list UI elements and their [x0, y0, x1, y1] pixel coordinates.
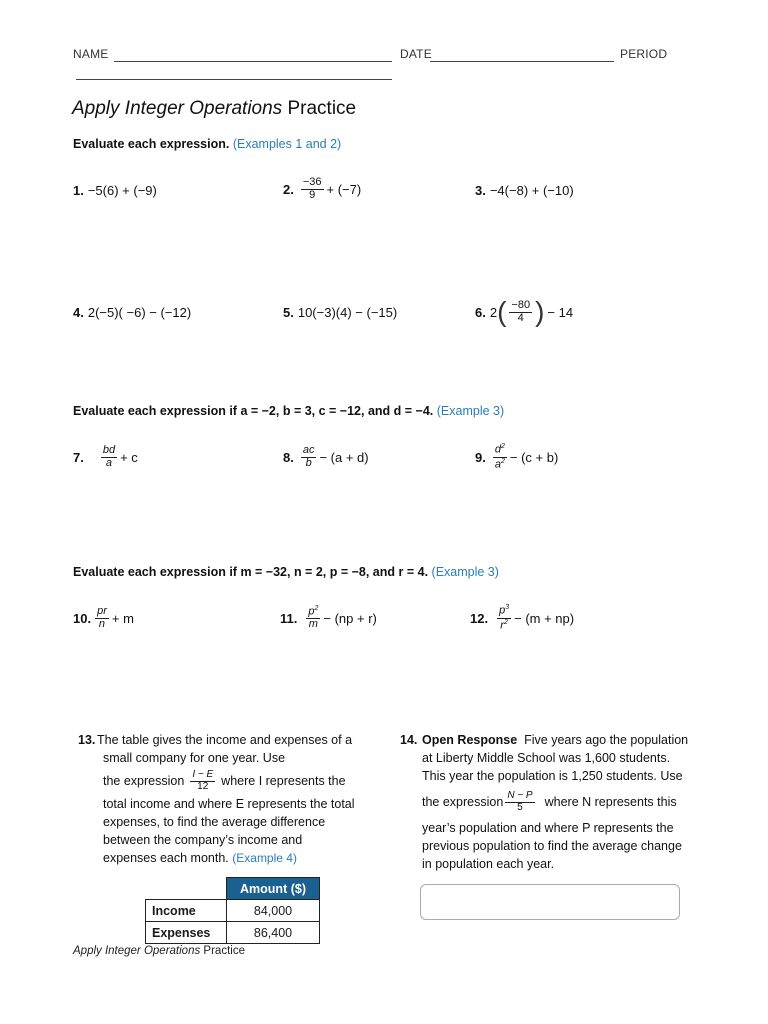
problem-expression-rest: − 14	[547, 304, 574, 320]
problem-3	[475, 180, 574, 200]
fraction-denominator: m	[308, 618, 318, 631]
fraction-denominator: 12	[197, 780, 209, 792]
fraction-denominator: 5	[517, 801, 523, 813]
right-paren: )	[535, 296, 545, 327]
problem-8	[283, 440, 369, 474]
question-13: The table gives the income and expenses of a small company for one year. Use the expression $\frac{I - E}{12}$ where I represents the total income and where E represents the total expenses, to find the average difference between the company’s income and expenses each month. (Example 4)	[97, 733, 355, 865]
income-expenses-table	[145, 877, 320, 944]
problem-12	[470, 601, 574, 635]
fraction-numerator: −36	[302, 175, 322, 188]
fraction-numerator: $d^2$	[494, 443, 505, 456]
section3-instruction: Evaluate each expression if m = −32, n = 2, p = −8, and r = 4. (Example 3)	[73, 565, 499, 579]
date-line[interactable]	[430, 49, 614, 62]
problem-expression: −4(−8) + (−10)	[489, 182, 574, 198]
period-line[interactable]	[76, 67, 392, 80]
period-label: PERIOD	[620, 47, 668, 61]
row-label: Income	[146, 900, 227, 922]
fraction	[497, 604, 511, 631]
problem-expression-rest: + c	[120, 449, 138, 465]
fraction	[95, 606, 109, 630]
problem-number: 3.	[475, 182, 486, 198]
title-plain: Practice	[287, 98, 357, 119]
problem-7	[73, 440, 138, 474]
q14-number: 14.	[400, 733, 418, 747]
problem-expression-rest: + (−7)	[326, 181, 362, 197]
fraction	[301, 177, 324, 201]
table-row	[146, 922, 320, 944]
problem-10	[73, 601, 134, 635]
date-label: DATE	[400, 47, 432, 61]
question-14: Open Response Five years ago the population at Liberty Middle School was 1,600 students. This year the population is 1,250 students. Use the expression $\frac{N - P}{5}$ where N represents this year’s population and where P represents the previous population to find the average change in population each year.	[422, 733, 689, 871]
q13-example-link[interactable]: (Example 4)	[232, 851, 297, 865]
fraction-numerator: $p^3$	[499, 604, 510, 617]
fraction-numerator: N − P	[507, 790, 533, 801]
table-row	[146, 900, 320, 922]
q13-number: 13.	[78, 733, 96, 747]
problem-number: 10.	[73, 610, 92, 626]
problem-number: 2.	[283, 181, 294, 197]
fraction	[509, 300, 532, 324]
name-line[interactable]	[114, 49, 392, 62]
problem-expression: −5(6) + (−9)	[87, 182, 157, 198]
problem-11	[280, 601, 377, 635]
table-header-amount: Amount ($)	[227, 878, 320, 900]
problem-number: 12.	[470, 610, 489, 626]
fraction-numerator: pr	[97, 604, 107, 617]
left-paren: (	[497, 296, 507, 327]
fraction	[301, 445, 317, 469]
problem-number: 5.	[283, 304, 294, 320]
page-title	[72, 98, 356, 120]
problem-expression-rest: − (c + b)	[509, 449, 559, 465]
fraction-denominator: 4	[517, 311, 524, 324]
fraction-denominator: n	[98, 617, 106, 630]
answer-box[interactable]	[420, 884, 680, 920]
problem-number: 11.	[280, 610, 298, 626]
problem-6	[475, 294, 573, 330]
fraction-denominator: b	[305, 456, 312, 469]
coefficient: 2	[489, 304, 498, 320]
problem-2	[283, 172, 361, 206]
problem-expression-rest: + m	[111, 610, 134, 626]
fraction-denominator: 9	[309, 188, 316, 201]
fraction-denominator: $r^2$	[500, 618, 508, 632]
fraction	[306, 605, 320, 631]
section1-example-link[interactable]: (Examples 1 and 2)	[232, 137, 342, 151]
problem-number: 8.	[283, 449, 294, 465]
problem-expression-rest: − (a + d)	[319, 449, 369, 465]
table-header-row	[146, 878, 320, 900]
section2-example-link[interactable]: (Example 3)	[436, 404, 505, 418]
section2-instruction: Evaluate each expression if a = −2, b = 3, c = −12, and d = −4. (Example 3)	[73, 404, 505, 418]
problem-expression: 10(−3)(4) − (−15)	[297, 304, 398, 320]
problem-expression-rest: − (np + r)	[323, 610, 377, 626]
problem-number: 4.	[73, 304, 84, 320]
fraction	[493, 443, 507, 470]
section1-instruction: Evaluate each expression. (Examples 1 and 2)	[73, 137, 342, 151]
problem-5	[283, 302, 397, 322]
problem-number: 1.	[73, 182, 84, 198]
fraction-numerator: bd	[102, 443, 116, 456]
fraction-numerator: $p^2$	[308, 605, 319, 618]
problem-number: 6.	[475, 304, 486, 320]
page-footer: Apply Integer Operations Practice	[73, 945, 245, 957]
row-value: 86,400	[227, 922, 320, 944]
fraction	[190, 770, 215, 792]
problem-1	[73, 180, 157, 200]
name-label: NAME	[73, 47, 109, 61]
row-value: 84,000	[227, 900, 320, 922]
open-response-label: Open Response	[422, 733, 518, 747]
table-corner-cell	[146, 878, 227, 900]
problem-number: 7.	[73, 449, 84, 465]
problem-number: 9.	[475, 449, 486, 465]
problem-expression-rest: − (m + np)	[514, 610, 575, 626]
fraction	[505, 791, 534, 813]
problem-expression: 2(−5)( −6) − (−12)	[87, 304, 192, 320]
problem-9	[475, 440, 558, 474]
fraction-denominator: $a^2$	[494, 457, 505, 471]
fraction-numerator: I − E	[192, 769, 214, 780]
fraction-numerator: −80	[511, 298, 531, 311]
problem-4	[73, 302, 191, 322]
section3-example-link[interactable]: (Example 3)	[431, 565, 499, 579]
fraction-numerator: ac	[302, 443, 315, 456]
fraction-denominator: a	[105, 456, 113, 469]
row-label: Expenses	[146, 922, 227, 944]
title-italic: Apply Integer Operations	[72, 98, 283, 119]
fraction	[101, 445, 117, 469]
